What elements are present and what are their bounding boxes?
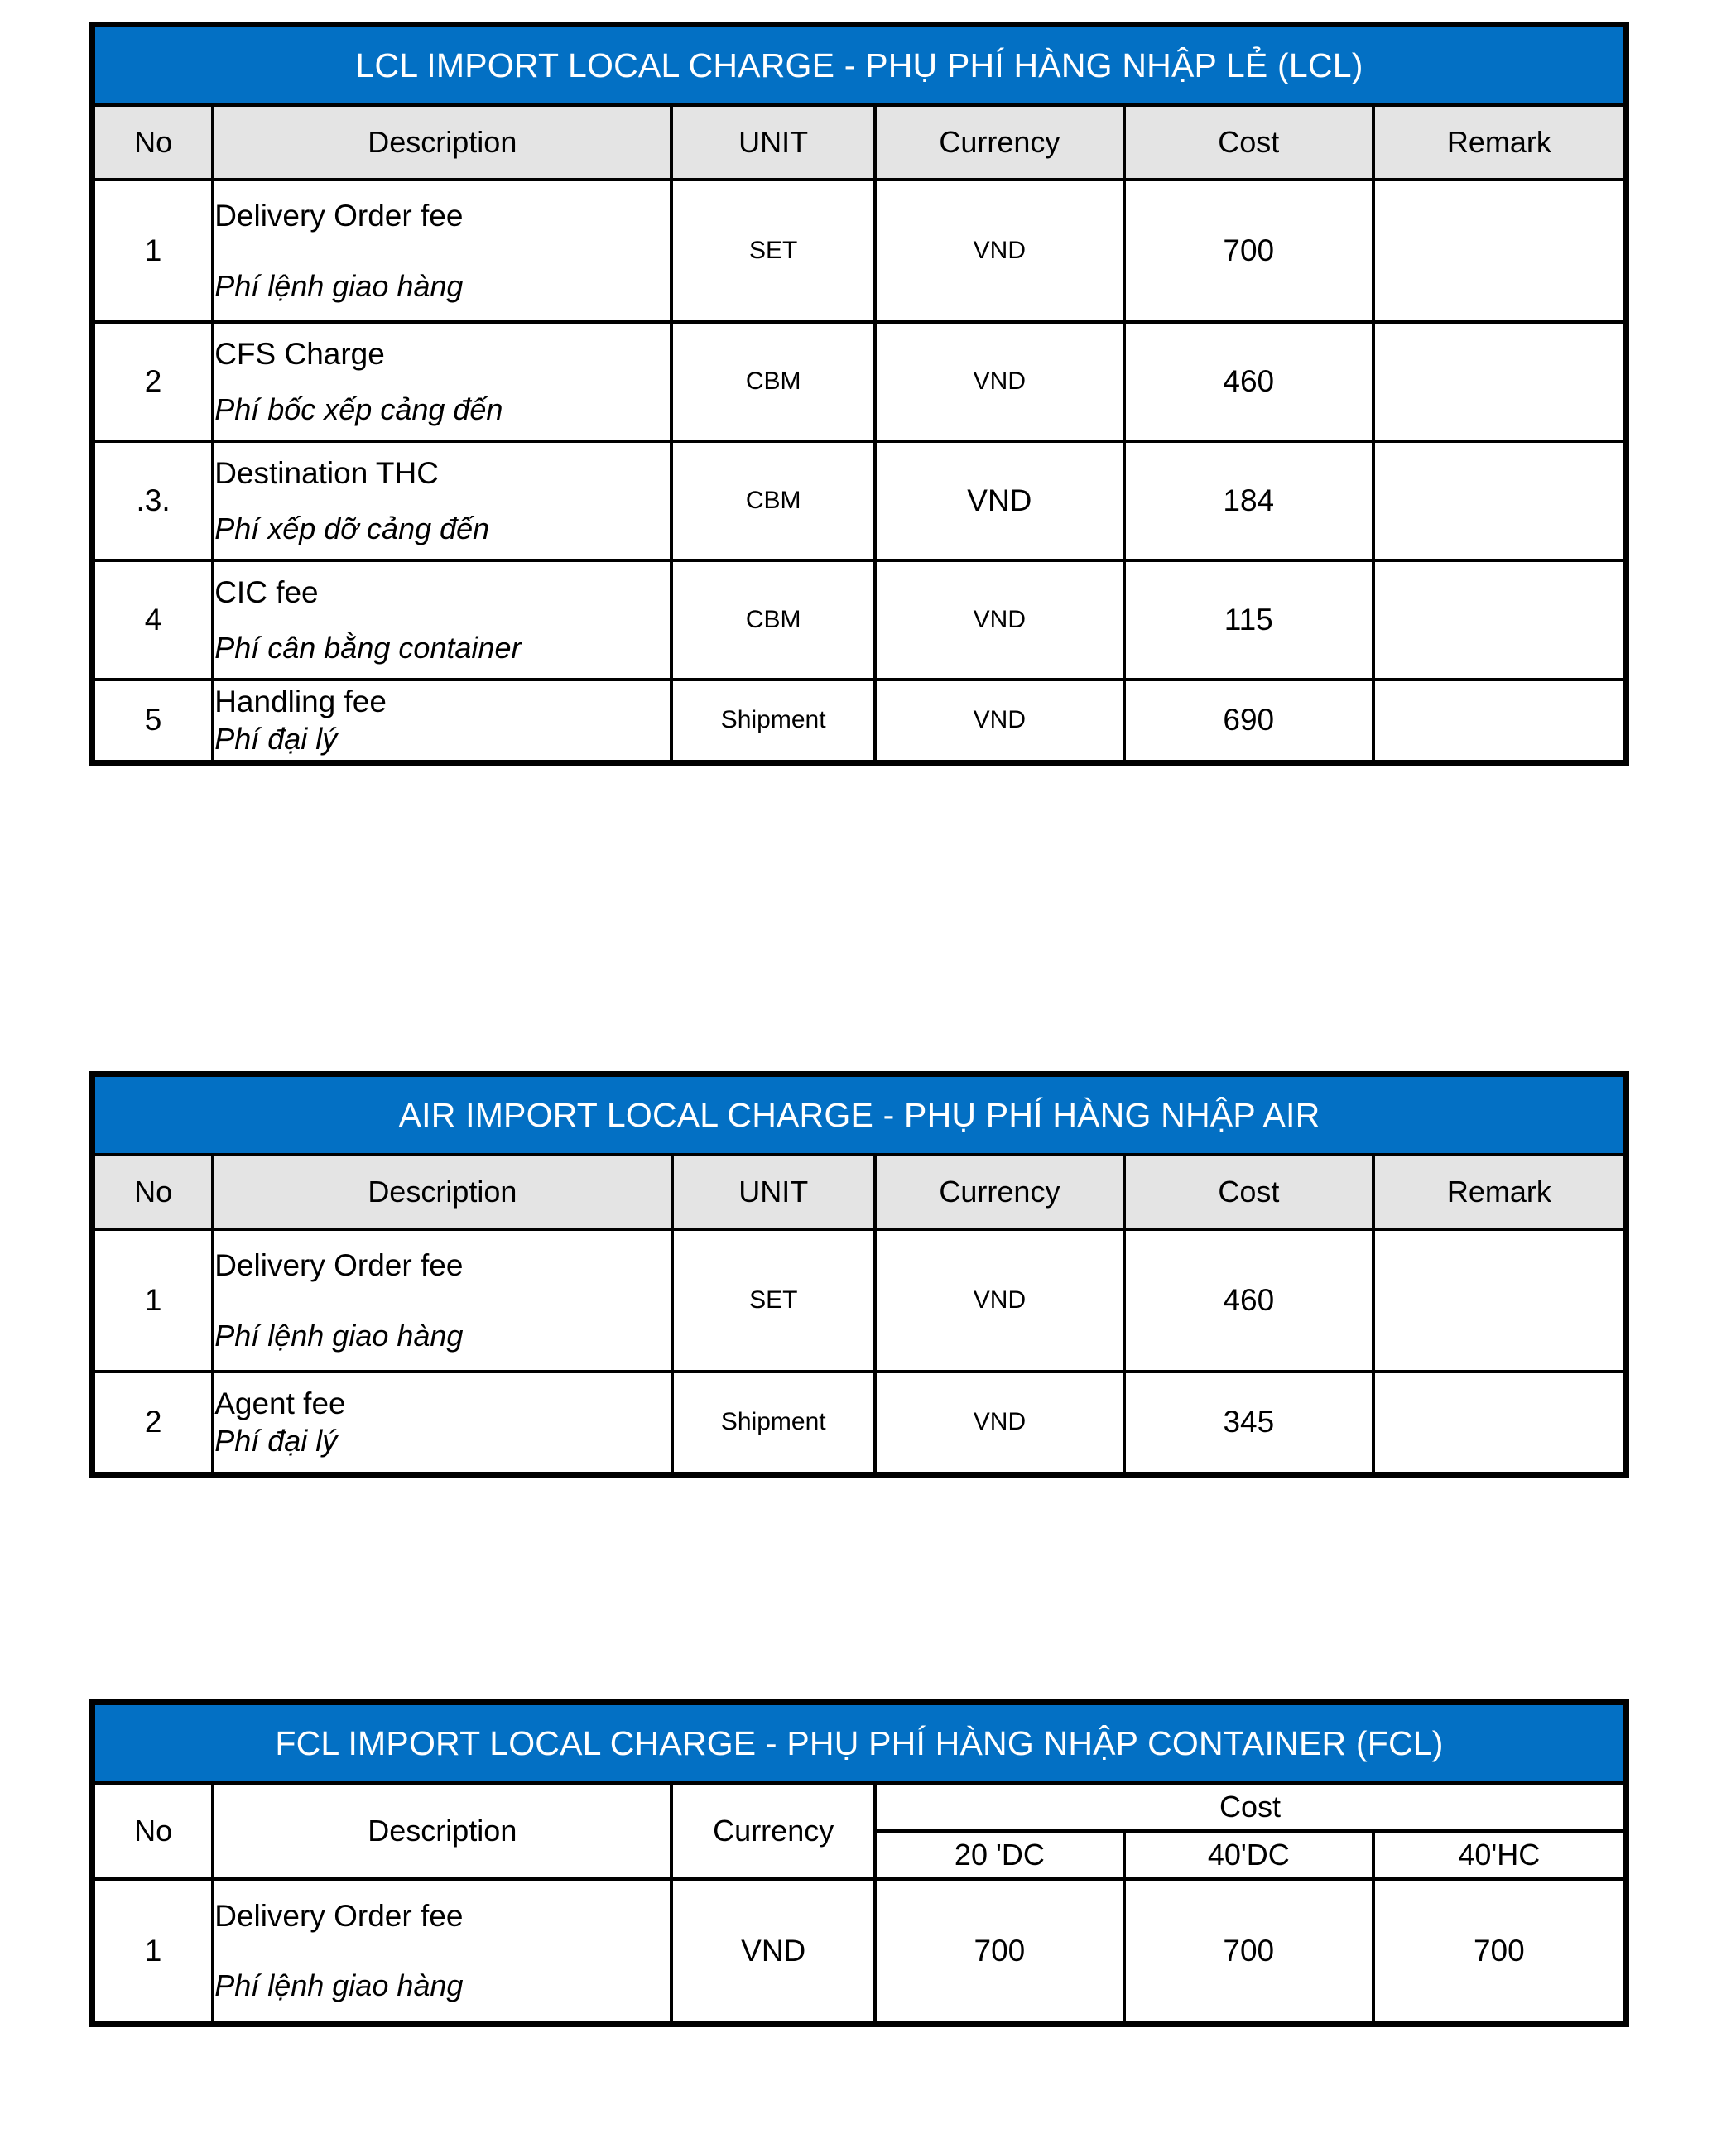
table-row	[93, 322, 1627, 441]
description-en: Delivery Order fee	[214, 1248, 464, 1283]
row-number: 5	[93, 680, 214, 762]
row-remark	[1373, 180, 1627, 322]
row-number: 2	[93, 1372, 214, 1474]
row-number: 1	[93, 1229, 214, 1372]
row-cost: 345	[1124, 1372, 1373, 1474]
lcl-import-table	[89, 22, 1629, 766]
row-cost-40hc: 700	[1373, 1879, 1627, 2024]
row-unit: CBM	[671, 322, 874, 441]
row-number: .3.	[93, 441, 214, 560]
description-vi: Phí đại lý	[214, 721, 338, 756]
column-header-cost-group: Cost	[875, 1783, 1627, 1831]
row-unit: SET	[671, 180, 874, 322]
table-banner-row	[93, 1074, 1627, 1156]
fcl-import-table	[89, 1699, 1629, 2027]
table-header-row	[93, 105, 1627, 180]
row-cost: 115	[1124, 560, 1373, 680]
description-en: CFS Charge	[214, 337, 385, 372]
column-header-cost-20dc: 20 'DC	[875, 1831, 1124, 1879]
row-cost: 460	[1124, 1229, 1373, 1372]
description-vi: Phí xếp dỡ cảng đến	[214, 511, 490, 545]
row-currency: VND	[875, 441, 1124, 560]
table-banner-row	[93, 25, 1627, 106]
description-vi: Phí lệnh giao hàng	[214, 1968, 464, 2003]
column-header-remark: Remark	[1373, 1155, 1627, 1229]
row-remark	[1373, 1229, 1627, 1372]
table-header-row	[93, 1155, 1627, 1229]
row-description	[213, 180, 671, 322]
row-cost: 460	[1124, 322, 1373, 441]
column-header-description: Description	[213, 105, 671, 180]
row-unit: Shipment	[671, 680, 874, 762]
description-vi: Phí đại lý	[214, 1423, 338, 1458]
fcl-table-title: FCL IMPORT LOCAL CHARGE - PHỤ PHÍ HÀNG NHẬP CONTAINER (FCL)	[93, 1703, 1627, 1784]
description-en: Delivery Order fee	[214, 199, 464, 233]
description-en: Handling fee	[214, 685, 387, 719]
row-description	[213, 1372, 671, 1474]
row-description	[213, 1879, 671, 2024]
row-currency: VND	[671, 1879, 874, 2024]
row-description	[213, 560, 671, 680]
table-banner-row	[93, 1703, 1627, 1784]
table-row	[93, 180, 1627, 322]
row-currency: VND	[875, 1372, 1124, 1474]
column-header-no: No	[93, 1155, 214, 1229]
description-en: Agent fee	[214, 1386, 346, 1421]
column-header-no: No	[93, 105, 214, 180]
column-header-currency: Currency	[671, 1783, 874, 1879]
row-remark	[1373, 1372, 1627, 1474]
row-description	[213, 322, 671, 441]
row-number: 2	[93, 322, 214, 441]
column-header-cost-40dc: 40'DC	[1124, 1831, 1373, 1879]
row-description	[213, 1229, 671, 1372]
row-currency: VND	[875, 560, 1124, 680]
row-currency: VND	[875, 1229, 1124, 1372]
air-table-title: AIR IMPORT LOCAL CHARGE - PHỤ PHÍ HÀNG NHẬP AIR	[93, 1074, 1627, 1156]
lcl-table-title: LCL IMPORT LOCAL CHARGE - PHỤ PHÍ HÀNG NHẬP LẺ (LCL)	[93, 25, 1627, 106]
row-number: 4	[93, 560, 214, 680]
column-header-description: Description	[213, 1783, 671, 1879]
row-cost: 690	[1124, 680, 1373, 762]
column-header-cost: Cost	[1124, 105, 1373, 180]
row-number: 1	[93, 180, 214, 322]
column-header-remark: Remark	[1373, 105, 1627, 180]
row-remark	[1373, 560, 1627, 680]
description-en: Delivery Order fee	[214, 1898, 464, 1933]
column-header-cost: Cost	[1124, 1155, 1373, 1229]
table-header-row-top	[93, 1783, 1627, 1831]
description-vi: Phí lệnh giao hàng	[214, 268, 464, 303]
row-currency: VND	[875, 680, 1124, 762]
table-row	[93, 560, 1627, 680]
column-header-no: No	[93, 1783, 214, 1879]
row-description	[213, 680, 671, 762]
description-vi: Phí bốc xếp cảng đến	[214, 392, 503, 426]
column-header-cost-40hc: 40'HC	[1373, 1831, 1627, 1879]
table-row	[93, 680, 1627, 762]
column-header-unit: UNIT	[671, 105, 874, 180]
row-number: 1	[93, 1879, 214, 2024]
air-import-table-block	[89, 1071, 1629, 1478]
column-header-currency: Currency	[875, 105, 1124, 180]
row-cost-40dc: 700	[1124, 1879, 1373, 2024]
description-vi: Phí lệnh giao hàng	[214, 1318, 464, 1353]
table-row	[93, 1372, 1627, 1474]
row-remark	[1373, 680, 1627, 762]
column-header-currency: Currency	[875, 1155, 1124, 1229]
air-import-table	[89, 1071, 1629, 1478]
row-currency: VND	[875, 322, 1124, 441]
fcl-import-table-block	[89, 1699, 1629, 2027]
lcl-import-table-block	[89, 22, 1629, 766]
table-row	[93, 1879, 1627, 2024]
column-header-description: Description	[213, 1155, 671, 1229]
row-description	[213, 441, 671, 560]
description-en: CIC fee	[214, 575, 319, 610]
row-remark	[1373, 322, 1627, 441]
row-currency: VND	[875, 180, 1124, 322]
description-en: Destination THC	[214, 456, 439, 491]
row-unit: CBM	[671, 441, 874, 560]
table-row	[93, 441, 1627, 560]
description-vi: Phí cân bằng container	[214, 630, 522, 665]
row-unit: SET	[672, 1229, 875, 1372]
row-cost: 700	[1124, 180, 1373, 322]
column-header-unit: UNIT	[672, 1155, 875, 1229]
row-cost-20dc: 700	[875, 1879, 1124, 2024]
row-remark	[1373, 441, 1627, 560]
row-unit: Shipment	[672, 1372, 875, 1474]
row-unit: CBM	[671, 560, 874, 680]
row-cost: 184	[1124, 441, 1373, 560]
table-row	[93, 1229, 1627, 1372]
